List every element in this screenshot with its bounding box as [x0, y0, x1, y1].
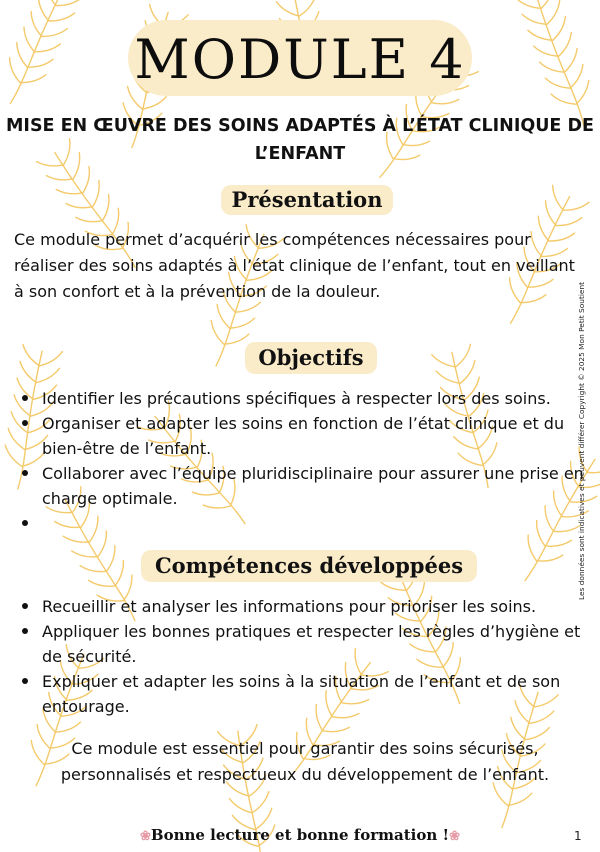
footer-text: Bonne lecture et bonne formation !: [150, 826, 450, 844]
flower-icon: ❀: [139, 829, 151, 844]
skills-list: [14, 594, 594, 719]
skills-heading: Compétences développées: [141, 550, 477, 582]
objective-item-empty: [14, 511, 594, 536]
page-number: 1: [574, 829, 582, 843]
copyright-text: Les données sont indicatives et peuvent différer Copyright © 2025 Mon Petit Soutient: [577, 281, 586, 600]
objective-item: Organiser et adapter les soins en fonction de l’état clinique et du bien-être de l’enfant.: [14, 411, 594, 461]
skill-item: Recueillir et analyser les informations pour prioriser les soins.: [14, 594, 594, 619]
presentation-heading: Présentation: [221, 185, 393, 215]
objective-item: Collaborer avec l’équipe pluridisciplinaire pour assurer une prise en charge optimale.: [14, 461, 594, 511]
objective-item: Identifier les précautions spécifiques à respecter lors des soins.: [14, 386, 594, 411]
flower-icon: ❀: [449, 829, 460, 844]
objectives-list: [14, 386, 594, 536]
objectives-heading: Objectifs: [245, 342, 377, 374]
footer: [0, 826, 600, 844]
module-subtitle: MISE EN ŒUVRE DES SOINS ADAPTÉS À L’ÉTAT CLINIQUE DE L’ENFANT: [6, 116, 594, 164]
presentation-text: Ce module permet d’acquérir les compétences nécessaires pour réaliser des soins adaptés à l’état clinique de l’enfant, tout en veillant à son confort et à la prévention de la douleur.: [14, 230, 575, 301]
conclusion-text: Ce module est essentiel pour garantir des soins sécurisés, personnalisés et respectueux du développement de l’enfant.: [60, 739, 550, 784]
skill-item: Expliquer et adapter les soins à la situation de l’enfant et de son entourage.: [14, 669, 594, 719]
page-title: MODULE 4: [134, 28, 466, 91]
skill-item: Appliquer les bonnes pratiques et respecter les règles d’hygiène et de sécurité.: [14, 619, 594, 669]
